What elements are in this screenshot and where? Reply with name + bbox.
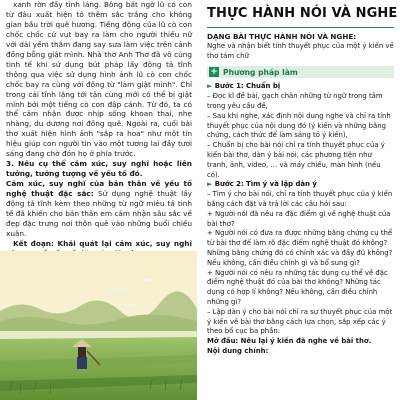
right-column	[200, 0, 400, 400]
left-paragraph-2-label: Cảm xúc, suy nghĩ của bản thân về yếu tố nghệ thuật đặc sắc:	[6, 179, 192, 199]
step-2-heading	[207, 180, 394, 190]
step-2-item: Nội dung chính:	[207, 346, 269, 355]
step-2-item: – Lập dàn ý cho bài nói chỉ ra sự thuyết phục của một ý kiến về bài thơ bằng cách lựa chọn, sắp xếp các ý theo bố cục ba phần:	[207, 307, 393, 336]
left-paragraph-1: xanh rờn đầy tình láng. Bông bất ngờ lũ có con từ đâu xuất hiện tô thêm sắc trắng cho không gian bầu trời quê hương. Tiếng động của lũ cò con chốc chốc cứ vụt bay ra làm cho người thiếu nữ với dải yếm thắm đang say sưa làm việc trên cánh đồng bỗng giật mình. Nhà thơ Anh Thơ đã vô cùng tinh tế khi sử dụng bút pháp lấy động tả tĩnh thông qua việc sử dụng hình ảnh lũ cò con chốc chốc bay ra cùng với động từ "làm giật mình". Chỉ trong cái tĩnh lặng tới tận cùng mới có thể bị giật mình bởi một tiếng cò con đập cánh. Từ đó, ta có thể cảm nhận được nhịp sống khoan thai, nhẹ nhàng, du dương nơi đồng quê. Ngoài ra, cuối bài thơ xuất hiện hình ảnh "sắp ra hoa" như một tín hiệu giúp con người tin vào một tương lai đầy tươi sáng đang chờ đón họ ở phía trước.	[6, 0, 192, 159]
step-1-item: – Đọc kĩ đề bài, gạch chân những từ ngữ trong tâm trong yêu cầu đề,	[207, 92, 383, 110]
step-2-item: + Người nói có nêu ra những tác dụng cụ thể về đặc điểm nghệ thuật đó của bài thơ không? Những tác dụng có hợp lí không? Nếu không, cần điều chỉnh những gì?	[207, 268, 388, 306]
step-2-label: Bước 2: Tìm ý và lập dàn ý	[214, 180, 317, 189]
left-paragraph-2-text: Sử dụng nghệ thuật lấy động tả tĩnh kèm theo những từ ngữ miêu tả tinh tế đã khiến cho bản thân em cảm nhận sâu sắc về đẹp đặc trưng nơi thôn quê vào những buổi chiều xuân.	[6, 189, 192, 238]
step-2-item: – Tìm ý cho bài nói, chỉ ra tính thuyết phục của ý kiến bằng cách đặt và trả lời các câu hỏi sau:	[207, 190, 393, 208]
step-2-item: Mở đầu: Nêu lại ý kiến đã nghe về bài thơ.	[207, 337, 372, 346]
left-paragraph-3-label: Kết đoạn: Khái quát lại cảm xúc, suy nghĩ	[13, 238, 192, 248]
genre-description: Nghe và nhận biết tính thuyết phục của một ý kiến về thơ tám chữ	[207, 41, 394, 60]
section-title: THỰC HÀNH NÓI VÀ NGHE	[207, 6, 398, 21]
arrow-right-icon: ►	[207, 82, 213, 91]
arrow-right-icon: ►	[207, 180, 213, 189]
method-label: Phương pháp làm	[223, 67, 298, 77]
left-paragraph-2	[6, 179, 192, 239]
step-2-item: + Người nói đã nêu ra đặc điểm gì về nghệ thuật của bài thơ?	[207, 209, 391, 228]
plus-icon: +	[210, 67, 218, 78]
step-2-item: + Người nói có đưa ra được những bằng chứng cụ thể từ bài thơ để làm rõ đặc điểm nghệ thuật đó không? Những bằng chứng đó có chính xác và đầy đủ không? Nếu không, cần điều chỉnh gì và bổ sung gì?	[207, 229, 393, 267]
step-1-heading	[207, 82, 394, 92]
genre-heading: DẠNG BÀI THỰC HÀNH NÓI VÀ NGHE:	[207, 32, 357, 41]
method-banner	[207, 66, 394, 78]
step-1-item: – Chuẩn bị cho bài nói chỉ ra tính thuyết phục của ý kiến bài thơ, dàn ý bài nói, các phương tiện như tranh, ảnh, video, … và máy chiếu, màn hình (nếu có).	[207, 141, 385, 179]
step-1-item: – Sau khi nghe, xác định nội dung nghe và chỉ ra tính thuyết phục của nội dung đó (ý kiến và những bằng chứng, cách thức để làm sáng tỏ ý kiến),	[207, 111, 391, 140]
left-heading-3: 3. Nêu cụ thể cảm xúc, suy nghĩ hoặc liên tưởng, tưởng tượng về yếu tố đó.	[6, 159, 192, 179]
landscape-illustration	[0, 251, 197, 400]
step-1-label: Bước 1: Chuẩn bị	[214, 82, 281, 91]
title-divider	[207, 27, 394, 28]
